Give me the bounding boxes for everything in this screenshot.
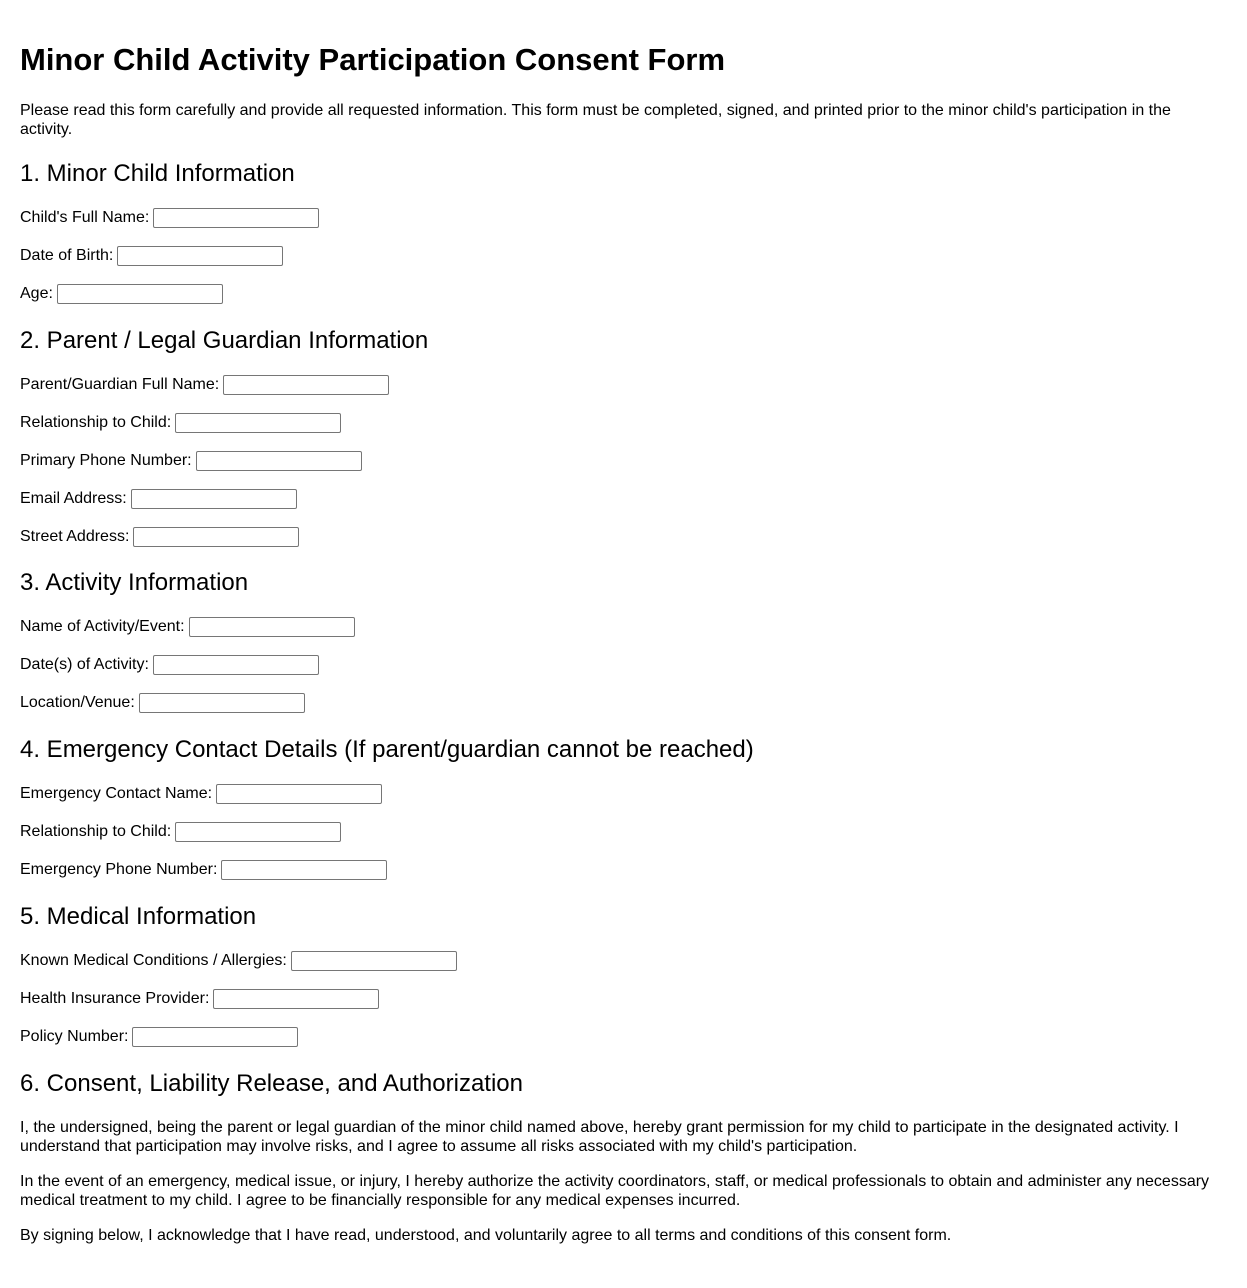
email-address-row [20,488,297,510]
primary-phone-input[interactable] [196,451,362,471]
activity-dates-row [20,654,319,676]
child-full-name-row [20,207,319,229]
consent-paragraph-medical-authorization: In the event of an emergency, medical issue, or injury, I hereby authorize the activity coordinators, staff, or medical professionals to obtain and administer any necessary medical treatment to my child. I agree to be financially responsible for any medical expenses incurred. [20,1173,1210,1209]
age-row [20,283,223,305]
emergency-phone-row [20,859,387,881]
insurance-provider-input[interactable] [213,989,379,1009]
child-full-name-label: Child's Full Name: [20,209,150,226]
section-heading-child-info: 1. Minor Child Information [20,160,295,187]
section-heading-guardian-info: 2. Parent / Legal Guardian Information [20,327,429,354]
emergency-relationship-label: Relationship to Child: [20,823,172,840]
section-heading-consent: 6. Consent, Liability Release, and Authorization [20,1070,523,1097]
medical-conditions-row [20,950,457,972]
activity-name-label: Name of Activity/Event: [20,618,185,635]
consent-paragraph-acknowledgement: By signing below, I acknowledge that I have read, understood, and voluntarily agree to all terms and conditions of this consent form. [20,1227,952,1244]
activity-name-input[interactable] [189,617,355,637]
emergency-relationship-row [20,821,341,843]
section-heading-activity-info: 3. Activity Information [20,569,249,596]
street-address-input[interactable] [133,527,299,547]
page-title: Minor Child Activity Participation Consent Form [20,42,726,77]
location-venue-row [20,692,305,714]
child-full-name-input[interactable] [153,208,319,228]
emergency-contact-name-input[interactable] [216,784,382,804]
date-of-birth-label: Date of Birth: [20,247,114,264]
primary-phone-row [20,450,362,472]
guardian-relationship-row [20,412,341,434]
guardian-full-name-row [20,374,389,396]
email-address-input[interactable] [131,489,297,509]
emergency-phone-label: Emergency Phone Number: [20,861,218,878]
medical-conditions-label: Known Medical Conditions / Allergies: [20,952,287,969]
insurance-provider-label: Health Insurance Provider: [20,990,210,1007]
section-heading-medical-info: 5. Medical Information [20,903,257,930]
street-address-label: Street Address: [20,528,130,545]
activity-dates-label: Date(s) of Activity: [20,656,149,673]
date-of-birth-input[interactable] [117,246,283,266]
emergency-phone-input[interactable] [221,860,387,880]
age-input[interactable] [57,284,223,304]
policy-number-row [20,1026,298,1048]
emergency-contact-name-label: Emergency Contact Name: [20,785,213,802]
emergency-contact-name-row [20,783,382,805]
guardian-relationship-input[interactable] [175,413,341,433]
policy-number-label: Policy Number: [20,1028,129,1045]
intro-text: Please read this form carefully and provide all requested information. This form must be completed, signed, and printed prior to the minor child's participation in the activity. [20,102,1171,138]
date-of-birth-row [20,245,283,267]
guardian-relationship-label: Relationship to Child: [20,414,172,431]
policy-number-input[interactable] [132,1027,298,1047]
guardian-full-name-label: Parent/Guardian Full Name: [20,376,220,393]
location-venue-label: Location/Venue: [20,694,135,711]
activity-name-row [20,616,355,638]
medical-conditions-input[interactable] [291,951,457,971]
primary-phone-label: Primary Phone Number: [20,452,192,469]
email-address-label: Email Address: [20,490,127,507]
section-heading-emergency-contact: 4. Emergency Contact Details (If parent/guardian cannot be reached) [20,736,754,763]
street-address-row [20,526,299,548]
age-label: Age: [20,285,53,302]
consent-paragraph-participation: I, the undersigned, being the parent or legal guardian of the minor child named above, hereby grant permission for my child to participate in the designated activity. I understand that participation may involve risks, and I agree to assume all risks associated with my child's participation. [20,1119,1179,1155]
emergency-relationship-input[interactable] [175,822,341,842]
location-venue-input[interactable] [139,693,305,713]
insurance-provider-row [20,988,379,1010]
activity-dates-input[interactable] [153,655,319,675]
guardian-full-name-input[interactable] [223,375,389,395]
